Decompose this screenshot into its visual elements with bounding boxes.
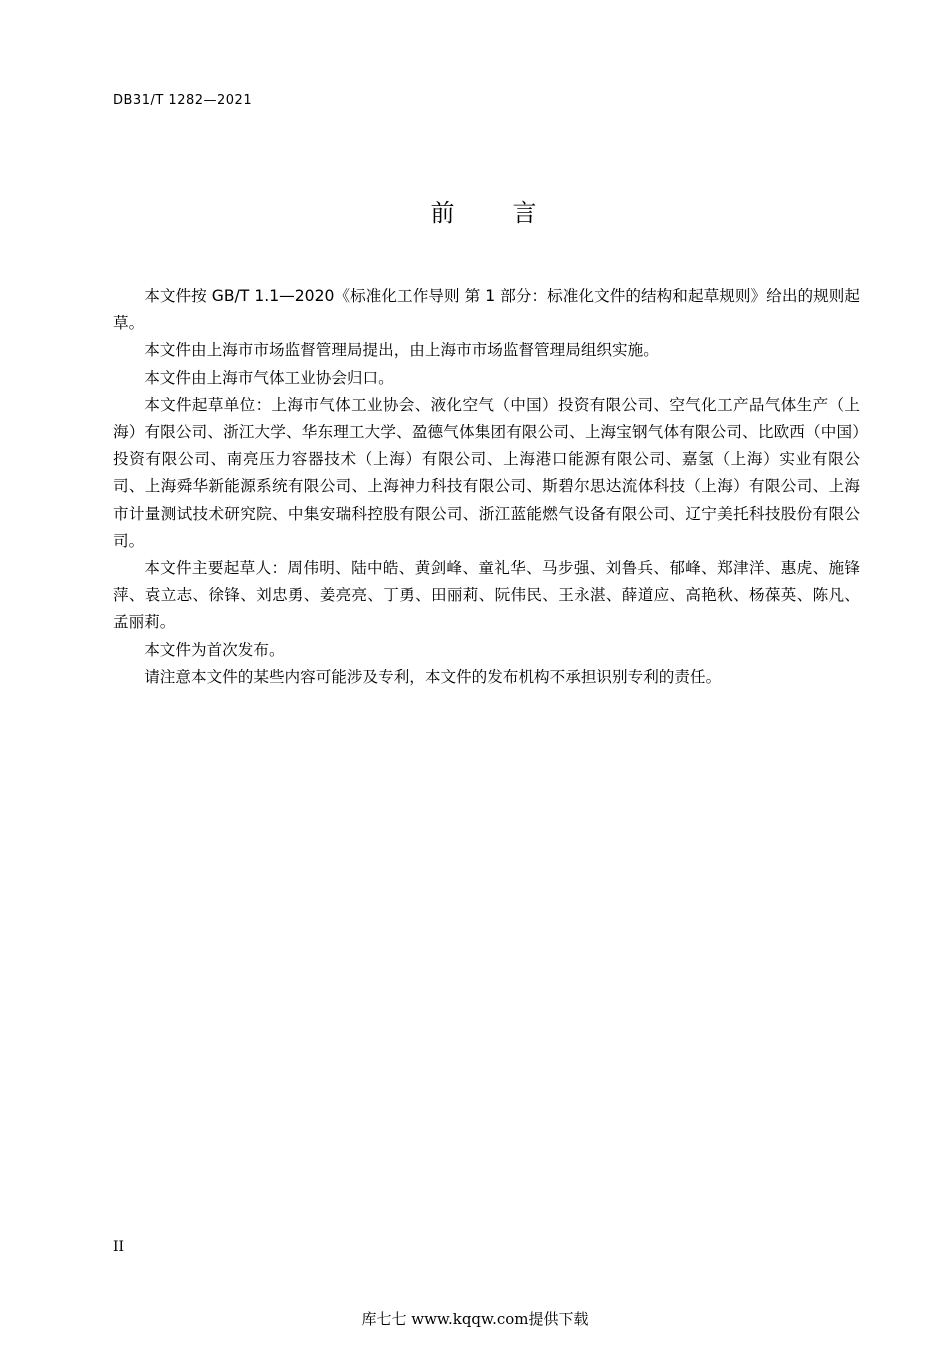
page-number: II xyxy=(113,1239,125,1255)
document-code: DB31/T 1282—2021 xyxy=(113,93,253,108)
section-title: 前言 xyxy=(430,199,595,227)
paragraph-patent-notice: 请注意本文件的某些内容可能涉及专利，本文件的发布机构不承担识别专利的责任。 xyxy=(144,667,722,686)
download-footer: 库七七 www.kqqw.com提供下载 xyxy=(361,1310,589,1328)
paragraph-proposer: 本文件由上海市市场监督管理局提出，由上海市市场监督管理局组织实施。 xyxy=(144,341,659,360)
paragraph-centralized-unit: 本文件由上海市气体工业协会归口。 xyxy=(144,368,394,387)
paragraph-drafting-units: 本文件起草单位：上海市气体工业协会、液化空气（中国）投资有限公司、空气化工产品气体生产（上海）有限公司、浙江大学、华东理工大学、盈德气体集团有限公司、上海宝钢气体有限公司、比欧西（中国）投资有限公司、南亮压力容器技术（上海）有限公司、上海港口能源有限公司、嘉氢（上海）实业有限公司、上海舜华新能源系统有限公司、上海神力科技有限公司、斯碧尔思达流体科技（上海）有限公司、上海市计量测试技术研究院、中集安瑞科控股有限公司、浙江蓝能燃气设备有限公司、辽宁美托科技股份有限公司。 xyxy=(113,395,860,550)
paragraph-first-release: 本文件为首次发布。 xyxy=(144,640,285,659)
paragraph-drafters: 本文件主要起草人：周伟明、陆中皓、黄剑峰、童礼华、马步强、刘鲁兵、郁峰、郑津洋、惠虎、施锋萍、袁立志、徐锋、刘忠勇、姜亮亮、丁勇、田丽莉、阮伟民、王永湛、薛道应、高艳秋、杨葆英、陈凡、孟丽莉。 xyxy=(113,559,860,632)
foreword-body xyxy=(113,283,860,691)
paragraph-drafting-rules: 本文件按 GB/T 1.1—2020《标准化工作导则 第 1 部分：标准化文件的结构和起草规则》给出的规则起草。 xyxy=(113,287,860,333)
